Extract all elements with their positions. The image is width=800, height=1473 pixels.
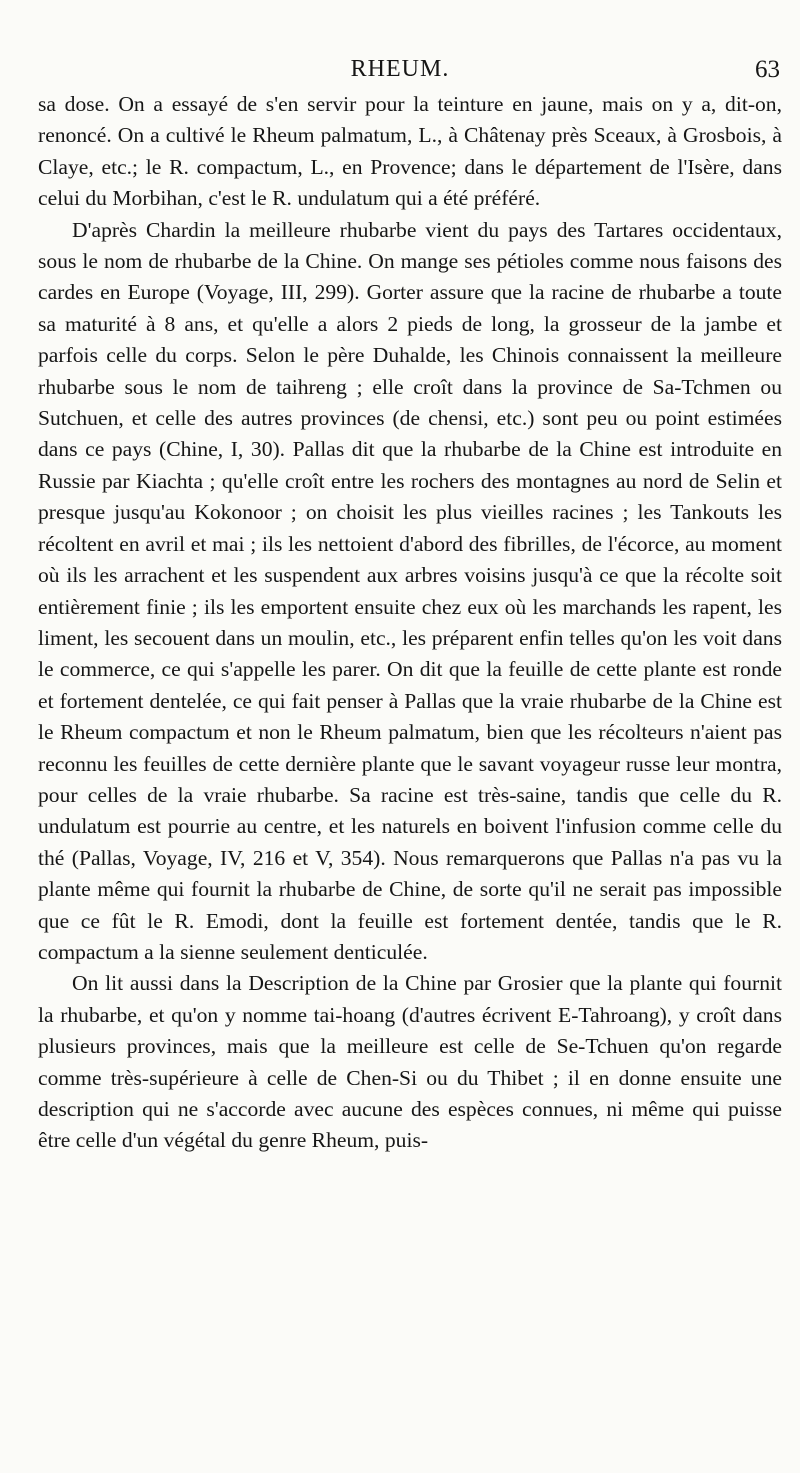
paragraph-2: D'après Chardin la meilleure rhubarbe vient du pays des Tartares occidentaux, sous le nom de rhubarbe de la Chine. On mange ses pétioles comme nous faisons des cardes en Europe (Voyage, III, 299). Gorter assure que la racine de rhubarbe a toute sa maturité à 8 ans, et qu'elle a alors 2 pieds de long, la grosseur de la jambe et parfois celle du corps. Selon le père Duhalde, les Chinois connaissent la meilleure rhubarbe sous le nom de taihreng ; elle croît dans la province de Sa-Tchmen ou Sutchuen, et celle des autres provinces (de chensi, etc.) sont peu ou point estimées dans ce pays (Chine, I, 30). Pallas dit que la rhubarbe de la Chine est introduite en Russie par Kiachta ; qu'elle croît entre les rochers des montagnes au nord de Selin et presque jusqu'au Kokonoor ; on choisit les plus vieilles racines ; les Tankouts les récoltent en avril et mai ; ils les nettoient d'abord des fibrilles, de l'écorce, au moment où ils les arrachent et les suspendent aux arbres voisins jusqu'à ce que la récolte soit entièrement finie ; ils les emportent ensuite chez eux où les marchands les rapent, les liment, les secouent dans un moulin, etc., les préparent enfin telles qu'on les voit dans le commerce, ce qui s'appelle les parer. On dit que la feuille de cette plante est ronde et fortement dentelée, ce qui fait penser à Pallas que la vraie rhubarbe de la Chine est le Rheum compactum et non le Rheum palmatum, bien que les récolteurs n'aient pas reconnu les feuilles de cette dernière plante que le savant voyageur russe leur montra, pour celles de la vraie rhubarbe. Sa racine est très-saine, tandis que celle du R. undulatum est pourrie au centre, et les naturels en boivent l'infusion comme celle du thé (Pallas, Voyage, IV, 216 et V, 354). Nous remarquerons que Pallas n'a pas vu la plante même qui fournit la rhubarbe de Chine, de sorte qu'il ne serait pas impossible que ce fût le R. Emodi, dont la feuille est fortement dentée, tandis que le R. compactum a la sienne seulement denticulée. <box>38 217 782 964</box>
page-header <box>0 52 800 86</box>
body-text <box>38 89 782 1157</box>
paragraph-1: sa dose. On a essayé de s'en servir pour la teinture en jaune, mais on y a, dit-on, renoncé. On a cultivé le Rheum palmatum, L., à Châtenay près Sceaux, à Grosbois, à Claye, etc.; le R. compactum, L., en Provence; dans le département de l'Isère, dans celui du Morbihan, c'est le R. undulatum qui a été préféré. <box>38 92 782 211</box>
running-title: RHEUM. <box>350 56 450 82</box>
page-number: 63 <box>755 56 780 83</box>
paragraph-3: On lit aussi dans la Description de la Chine par Grosier que la plante qui fournit la rhubarbe, et qu'on y nomme tai-hoang (d'autres écrivent E-Tahroang), y croît dans plusieurs provinces, mais que la meilleure est celle de Se-Tchuen qu'on regarde comme très-supérieure à celle de Chen-Si ou du Thibet ; il en donne ensuite une description qui ne s'accorde avec aucune des espèces connues, ni même qui puisse être celle d'un végétal du genre Rheum, puis- <box>38 971 782 1153</box>
